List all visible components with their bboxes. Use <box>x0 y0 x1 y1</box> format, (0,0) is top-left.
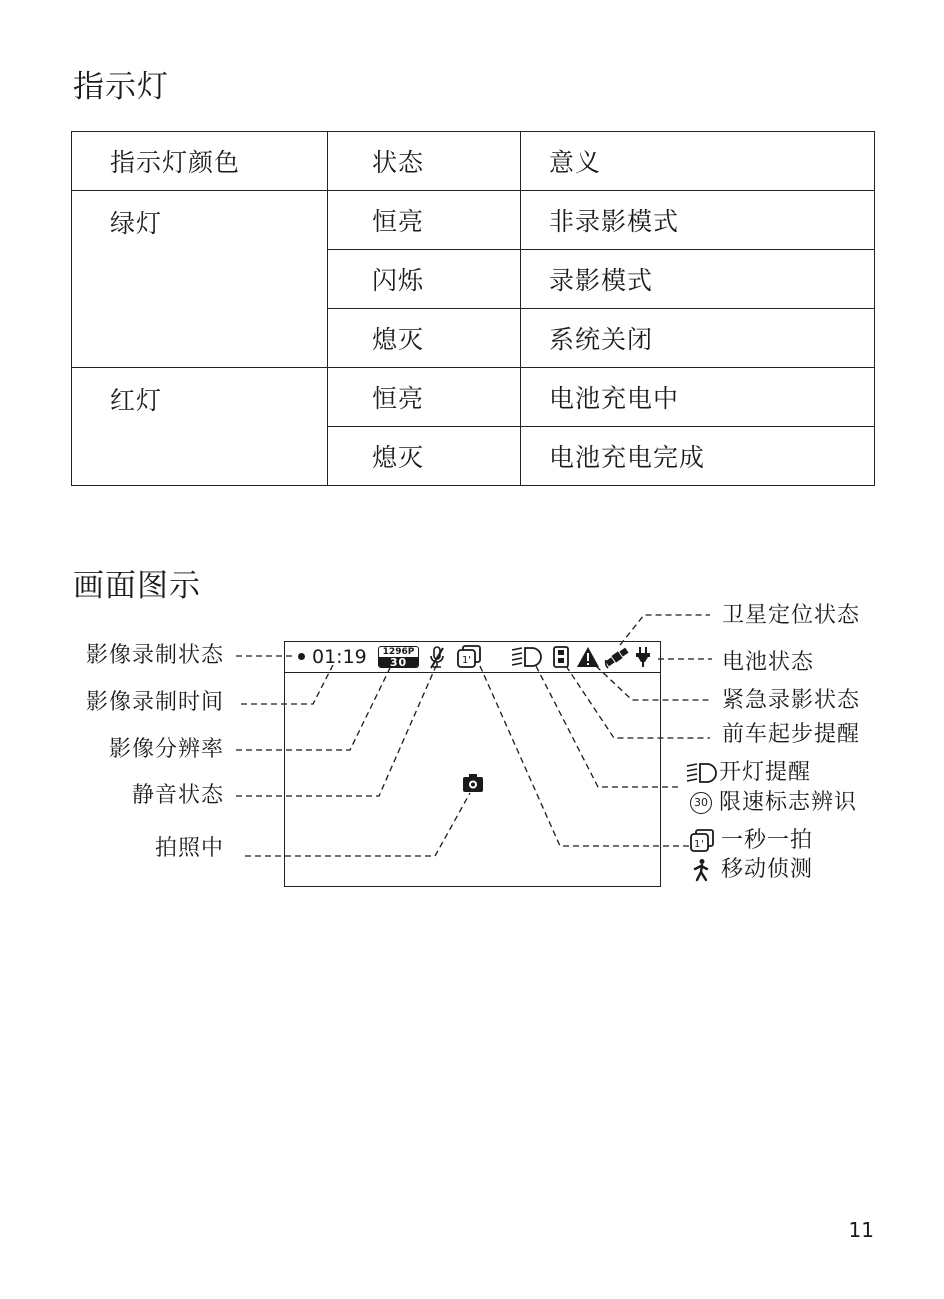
label-one-second: 一秒一拍 <box>721 828 814 853</box>
label-headlight: 开灯提醒 <box>719 760 812 785</box>
state-cell: 熄灭 <box>328 427 521 486</box>
meaning-cell: 系统关闭 <box>521 309 875 368</box>
meaning-cell: 电池充电完成 <box>521 427 875 486</box>
resolution-badge <box>378 646 419 668</box>
label-rec-status: 影像录制状态 <box>85 643 224 668</box>
label-front-car: 前车起步提醒 <box>722 722 861 747</box>
state-cell: 恒亮 <box>328 368 521 427</box>
emergency-warning-icon <box>576 646 600 668</box>
column-header-meaning: 意义 <box>521 132 875 191</box>
color-cell-red: 红灯 <box>72 368 328 486</box>
label-resolution: 影像分辨率 <box>108 737 224 762</box>
label-photo: 拍照中 <box>154 836 224 861</box>
section-title-screen-icons: 画面图示 <box>73 568 201 604</box>
label-motion: 移动侦测 <box>721 857 814 882</box>
color-cell-green: 绿灯 <box>72 191 328 368</box>
label-gps: 卫星定位状态 <box>722 603 861 628</box>
rec-dot-icon <box>298 653 305 660</box>
column-header-color: 指示灯颜色 <box>72 132 328 191</box>
label-battery: 电池状态 <box>722 650 815 675</box>
svg-text:1': 1' <box>693 839 706 850</box>
section-title-indicator: 指示灯 <box>73 69 169 105</box>
meaning-cell: 录影模式 <box>521 250 875 309</box>
timelapse-value: 1' <box>461 655 472 666</box>
label-mute: 静音状态 <box>131 783 224 808</box>
rec-time: 01:19 <box>312 646 367 668</box>
state-cell: 恒亮 <box>328 191 521 250</box>
resolution-value: 1296P <box>382 647 415 657</box>
front-car-start-icon <box>553 646 569 668</box>
meaning-cell: 非录影模式 <box>521 191 875 250</box>
label-speed-sign: 限速标志辨识 <box>719 790 858 815</box>
label-rec-time: 影像录制时间 <box>85 690 224 715</box>
mic-muted-icon <box>428 646 446 670</box>
camera-screen <box>284 641 661 887</box>
page-number: 11 <box>848 1218 874 1242</box>
meaning-cell: 电池充电中 <box>521 368 875 427</box>
column-header-state: 状态 <box>328 132 521 191</box>
speed-sign-icon: 30 <box>690 792 712 814</box>
satellite-icon <box>604 644 630 670</box>
state-cell: 闪烁 <box>328 250 521 309</box>
timelapse-icon <box>457 645 483 669</box>
state-cell: 熄灭 <box>328 309 521 368</box>
fps-value: 30 <box>379 657 418 668</box>
screen-status-bar <box>285 642 660 673</box>
headlight-icon <box>510 646 544 668</box>
battery-plug-icon <box>634 646 652 668</box>
camera-photo-icon <box>462 773 484 793</box>
label-emergency: 紧急录影状态 <box>722 688 861 713</box>
